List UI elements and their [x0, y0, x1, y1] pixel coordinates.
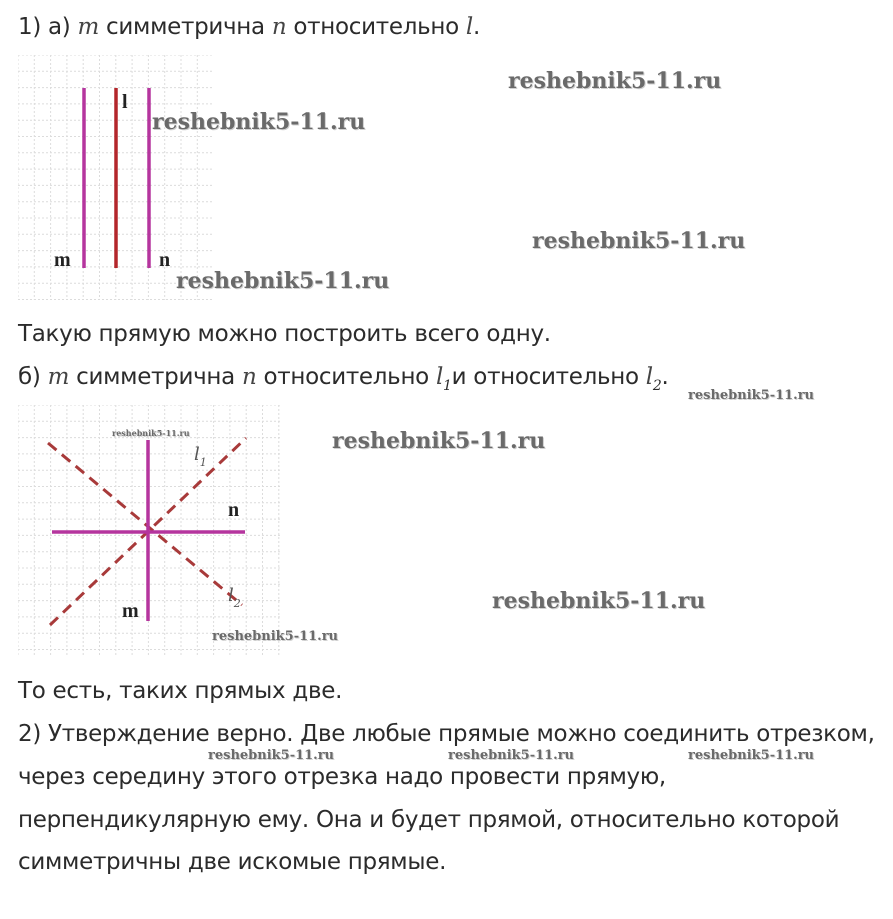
task-1a-statement — [18, 12, 480, 42]
label-l: l — [122, 91, 128, 113]
figure-parallel-lines — [18, 55, 218, 303]
watermark: reshebnik5-11.ru — [688, 388, 815, 403]
label-m: m — [122, 600, 139, 622]
watermark: reshebnik5-11.ru — [212, 629, 339, 644]
text-fragment: симметрична — [69, 364, 242, 390]
text-fragment: относительно — [286, 14, 466, 40]
label-m: m — [54, 249, 71, 271]
text-fragment: симметрична — [99, 14, 272, 40]
label-n: n — [159, 249, 171, 271]
item-label: б) — [18, 364, 48, 390]
figure-intersecting-lines — [18, 405, 288, 657]
watermark: reshebnik5-11.ru — [152, 109, 366, 135]
var-l: l — [465, 14, 473, 40]
var-l1: l — [435, 364, 444, 390]
text-fragment: . — [472, 14, 480, 40]
watermark: reshebnik5-11.ru — [688, 748, 815, 763]
line-l2 — [48, 443, 242, 605]
var-n: n — [241, 364, 257, 390]
text-fragment: . — [661, 364, 669, 390]
watermark: reshebnik5-11.ru — [508, 68, 722, 94]
paragraph: Такую прямую можно построить всего одну. — [18, 321, 551, 347]
var-l2: l — [645, 364, 653, 390]
subscript: 1 — [443, 378, 452, 394]
paragraph: 2) Утверждение верно. Две любые прямые можно соединить отрезком, — [18, 721, 875, 747]
label-n: n — [228, 499, 240, 521]
subscript: 2 — [652, 378, 662, 394]
var-m: m — [77, 14, 100, 40]
watermark: reshebnik5-11.ru — [492, 588, 706, 614]
paragraph: симметричны две искомые прямые. — [18, 849, 447, 875]
label-l2: $l_2$ — [228, 585, 241, 610]
var-n: n — [271, 14, 287, 40]
item-label: 1) а) — [18, 14, 78, 40]
paragraph: через середину этого отрезка надо провести прямую, — [18, 764, 666, 790]
text-fragment: относительно — [256, 364, 436, 390]
task-1b-statement — [18, 362, 668, 401]
var-m: m — [47, 364, 70, 390]
watermark: reshebnik5-11.ru — [448, 748, 575, 763]
watermark: reshebnik5-11.ru — [332, 428, 546, 454]
text-fragment: и относительно — [451, 364, 646, 390]
watermark: reshebnik5-11.ru — [532, 228, 746, 254]
watermark: reshebnik5-11.ru — [208, 748, 335, 763]
watermark: reshebnik5-11.ru — [112, 428, 190, 438]
paragraph: перпендикулярную ему. Она и будет прямой, относительно которой — [18, 807, 840, 833]
paragraph: То есть, таких прямых две. — [18, 678, 343, 704]
label-l1: $l_1$ — [194, 444, 207, 469]
watermark: reshebnik5-11.ru — [176, 268, 390, 294]
